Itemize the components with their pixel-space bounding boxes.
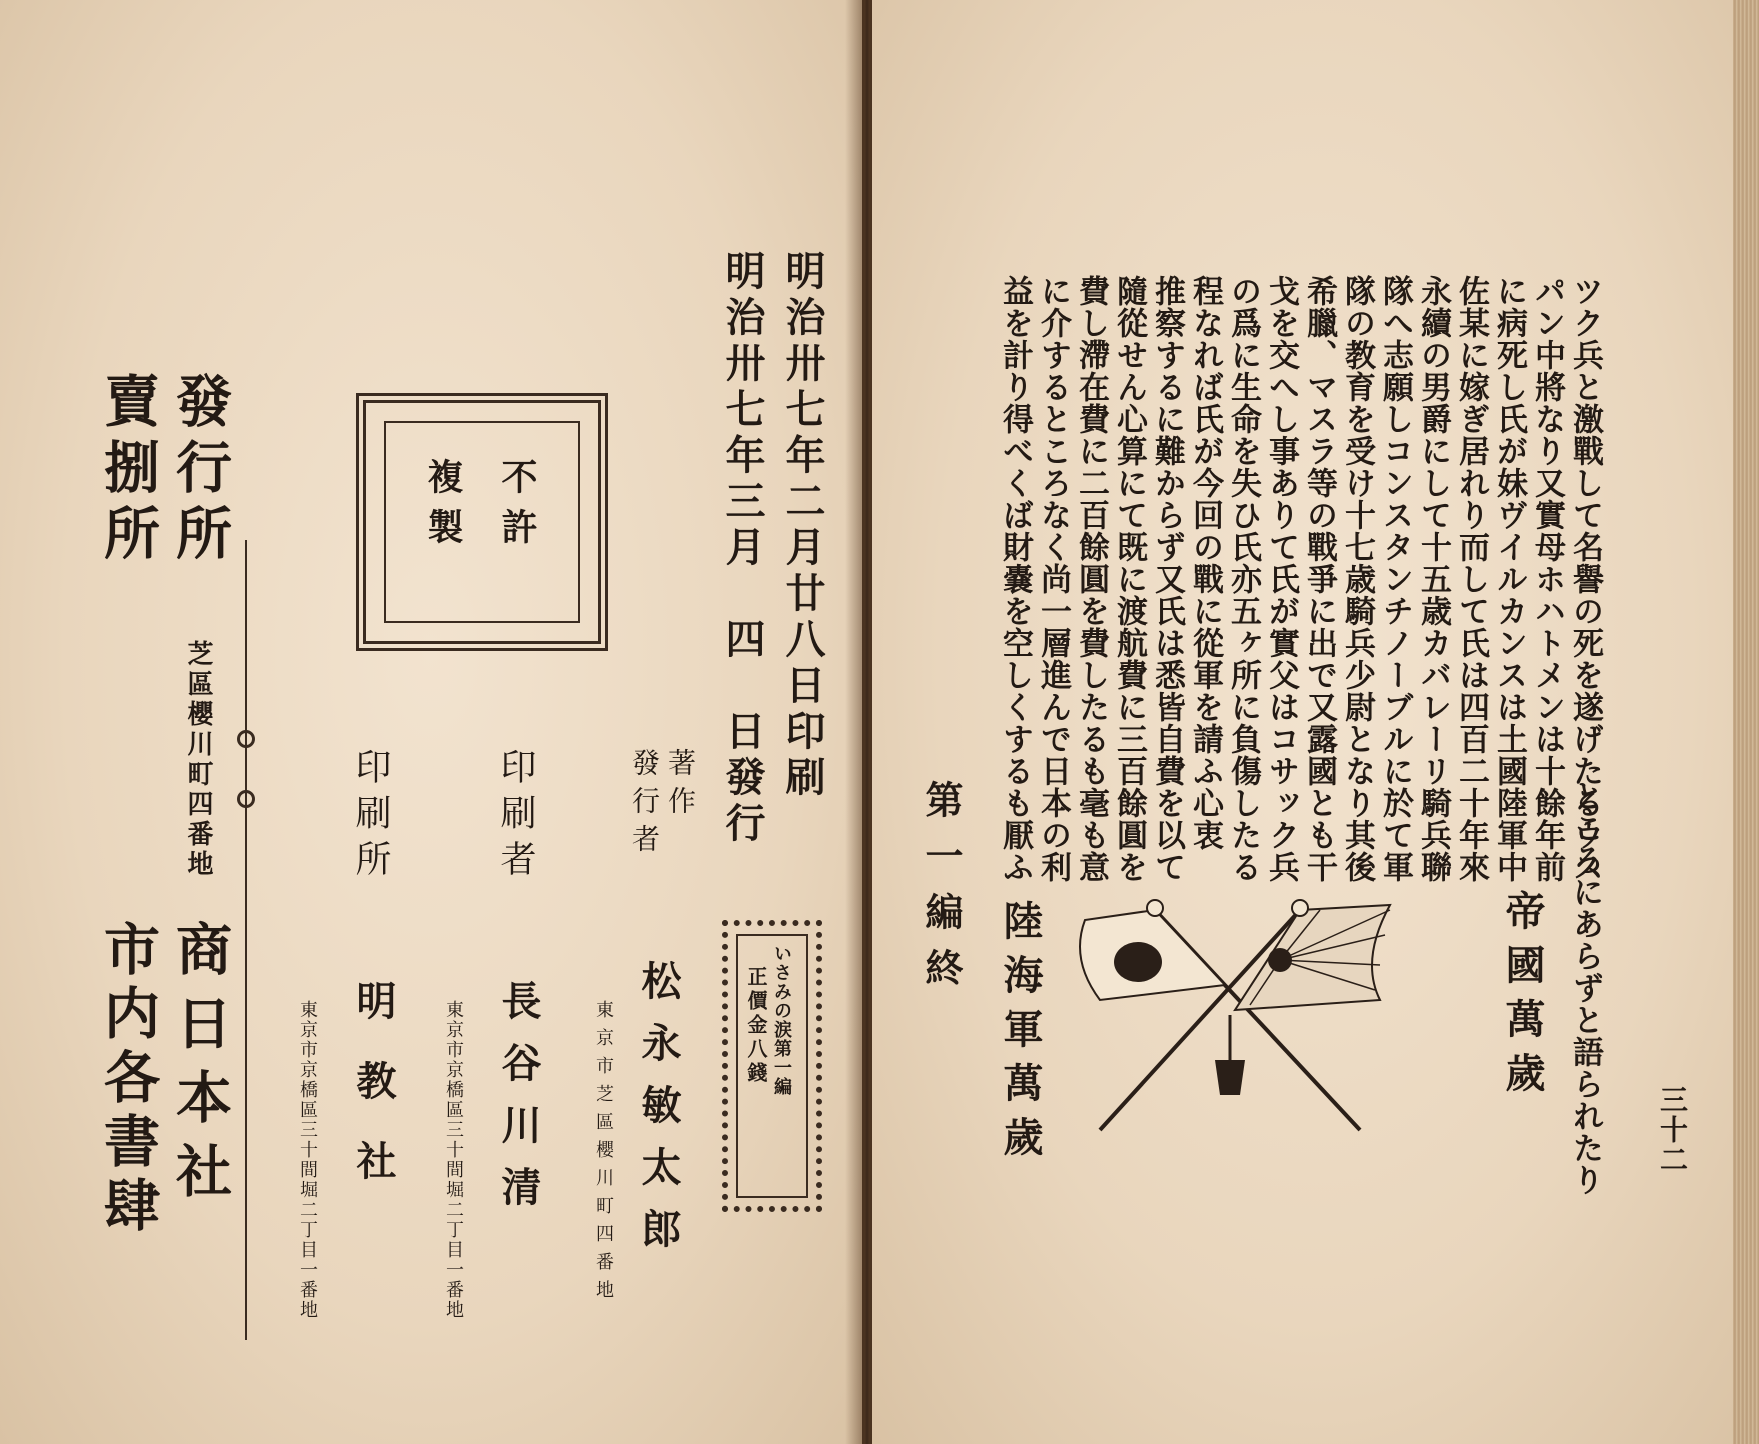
body-line: 佐某に嫁ぎ居れり而して氏は四百二十年來: [1453, 275, 1489, 883]
price-box: [722, 920, 822, 1212]
body-line: 戈を交へし事ありて氏が實父はコサック兵: [1263, 275, 1299, 883]
divider-ornament: [237, 790, 255, 808]
author-role-col2: 發行者: [628, 748, 661, 862]
price: 正價金八錢: [744, 966, 768, 1086]
author-address: 東京市芝區櫻川町四番地: [593, 1000, 614, 1308]
body-line: ツク兵と激戰して名譽の死を遂げたるウス: [1567, 275, 1603, 883]
stamp-line-1: 不許: [496, 458, 538, 558]
press-address: 東京市京橋區三十間堀二丁目一番地: [297, 1000, 318, 1320]
body-line: 隨從せん心算にて既に渡航費に三百餘圓を: [1111, 275, 1147, 883]
printer-address: 東京市京橋區三十間堀二丁目一番地: [443, 1000, 464, 1320]
section-end: 第一編終: [919, 780, 964, 1004]
stamp-frame: [384, 421, 580, 623]
colophon-page: [0, 0, 862, 1444]
body-line: パン中將なり又實母ホハトメンは十餘年前: [1529, 275, 1565, 883]
body-line: 益を計り得べくば財嚢を空しくするも厭ふ: [997, 275, 1033, 883]
crossed-flags-icon: [1060, 890, 1400, 1140]
page-edges: [1733, 0, 1759, 1444]
stamp-line-2: 複製: [422, 458, 464, 558]
no-reproduction-stamp: [356, 393, 608, 651]
body-line: に介するところなく尚一層進んで日本の利: [1035, 275, 1071, 883]
publisher-role: 發行所: [167, 372, 233, 570]
divider-line: [245, 540, 247, 1340]
issued-date: 明治卅七年三月 四 日發行: [719, 250, 766, 848]
series-title: いさみの涙第一編: [771, 944, 792, 1096]
publisher-name: 商日本社: [167, 920, 233, 1216]
body-line: 隊へ志願しコンスタンチノーブルに於て軍: [1377, 275, 1413, 883]
body-line: 推察するに難からず又氏は悉皆自費を以て: [1149, 275, 1185, 883]
banzai-empire: 帝國萬歲: [1499, 890, 1546, 1106]
printer-name: 長谷川清: [495, 980, 542, 1228]
banzai-army-navy: 陸海軍萬歲: [997, 900, 1044, 1170]
seller-role: 賣捌所: [95, 372, 161, 570]
closing-line: ところにあらずと語られたり: [1567, 780, 1603, 1196]
divider-ornament: [237, 730, 255, 748]
body-line: 費し滯在費に二百餘圓を費したるも毫も意: [1073, 275, 1109, 883]
press-name: 明教社: [350, 980, 397, 1220]
printed-date: 明治卅七年二月廿八日印刷: [779, 250, 826, 802]
body-line: に病死し氏が妹ヴイルカンスは土國陸軍中: [1491, 275, 1527, 883]
body-line: の爲に生命を失ひ氏亦五ヶ所に負傷したる: [1225, 275, 1261, 883]
press-role: 印刷所: [350, 748, 391, 886]
body-line: 隊の教育を受け十七歳騎兵少尉となり其後: [1339, 275, 1375, 883]
body-line: 永續の男爵にして十五歳カバレーリ騎兵聯: [1415, 275, 1451, 883]
seller-name: 市内各書肆: [95, 920, 161, 1240]
body-line: 希臘、マスラ等の戰爭に出で又露國とも干: [1301, 275, 1337, 883]
author-name: 松永敏太郎: [635, 960, 682, 1270]
text-page: [872, 0, 1759, 1444]
publisher-address: 芝區櫻川町四番地: [183, 640, 213, 880]
body-line: 程なれば氏が今回の戰に從軍を請ふ心衷: [1187, 275, 1223, 851]
printer-role: 印刷者: [495, 748, 536, 886]
page-number: 三十二: [1656, 1085, 1689, 1175]
author-role-col1: 著作: [664, 748, 697, 824]
